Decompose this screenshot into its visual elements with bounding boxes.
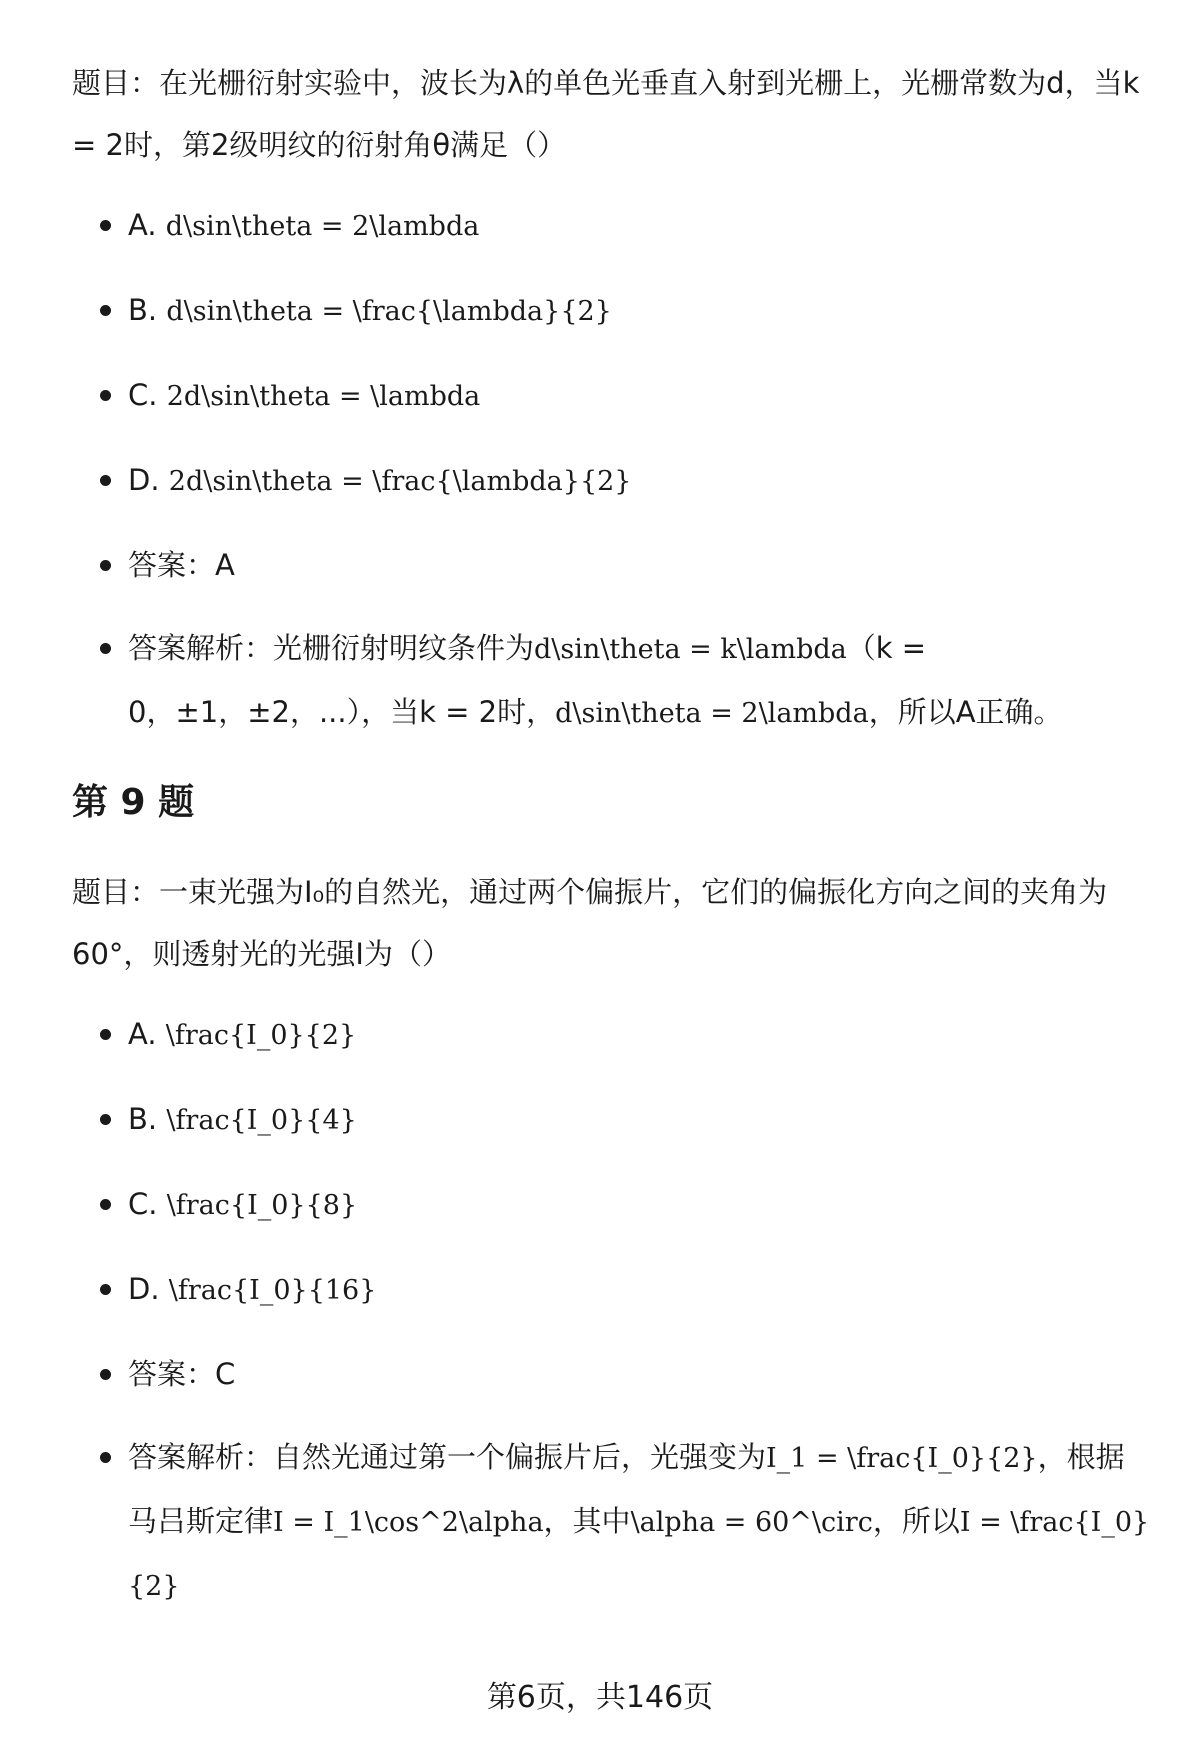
bullet-icon [100, 643, 111, 654]
question-8-option-d [72, 449, 1152, 513]
option-formula: 2d\sin\theta = \frac{\lambda}{2} [168, 466, 632, 497]
option-label: B. [128, 293, 167, 327]
question-9-answer [72, 1343, 1152, 1405]
question-8-answer [72, 534, 1152, 596]
question-8-option-a [72, 194, 1152, 258]
explanation-formula: I_1 = \frac{I_0}{2} [766, 1443, 1038, 1474]
question-9-stem: 题目：一束光强为I₀的自然光，通过两个偏振片，它们的偏振化方向之间的夹角为60°，则透射光的光强I为（） [72, 875, 1108, 971]
question-9-option-a [72, 1003, 1152, 1067]
explanation-formula: d\sin\theta = k\lambda [534, 634, 847, 665]
question-8-explanation [72, 617, 1152, 745]
explanation-text: （k = 0，±1，±2，...），当k = 2时， [128, 631, 927, 729]
option-formula: 2d\sin\theta = \lambda [166, 381, 481, 412]
bullet-icon [100, 560, 111, 571]
explanation-text: ，所以 [872, 1504, 960, 1538]
question-8-stem: 题目：在光栅衍射实验中，波长为λ的单色光垂直入射到光栅上，光栅常数为d，当k = 2时，第2级明纹的衍射角θ满足（） [72, 66, 1140, 162]
bullet-icon [100, 305, 111, 316]
document-page [72, 52, 1152, 1618]
question-9-option-c [72, 1173, 1152, 1237]
explanation-formula: \alpha = 60^\circ [630, 1507, 873, 1538]
option-label: C. [128, 1187, 167, 1221]
page-footer: 第6页，共146页 [486, 1680, 714, 1715]
explanation-formula: d\sin\theta = 2\lambda [555, 698, 869, 729]
question-9-option-d [72, 1258, 1152, 1322]
option-formula: \frac{I_0}{2} [165, 1020, 357, 1051]
option-label: D. [128, 1272, 169, 1306]
option-formula: d\sin\theta = \frac{\lambda}{2} [166, 296, 612, 327]
option-label: A. [128, 1017, 166, 1051]
bullet-icon [100, 1199, 111, 1210]
explanation-text: ，根据马吕斯定律 [128, 1440, 1125, 1538]
option-label: B. [128, 1102, 167, 1136]
answer-text: 答案：C [128, 1357, 236, 1391]
bullet-icon [100, 390, 111, 401]
option-label: D. [128, 463, 169, 497]
bullet-icon [100, 1369, 111, 1380]
question-8-list [72, 194, 1152, 745]
question-8-option-c [72, 364, 1152, 428]
explanation-text: ，其中 [543, 1504, 631, 1538]
answer-text: 答案：A [128, 548, 235, 582]
explanation-text: 答案解析：光栅衍射明纹条件为 [128, 631, 535, 665]
question-9-heading: 第 9 题 [72, 782, 195, 823]
explanation-formula: I = \frac{I_0}{2} [128, 1507, 1150, 1602]
bullet-icon [100, 1284, 111, 1295]
option-formula: \frac{I_0}{4} [166, 1105, 357, 1136]
option-label: C. [128, 378, 167, 412]
bullet-icon [100, 1452, 111, 1463]
option-label: A. [128, 208, 166, 242]
explanation-formula: I = I_1\cos^2\alpha [273, 1507, 544, 1538]
option-formula: \frac{I_0}{8} [166, 1190, 358, 1221]
option-formula: d\sin\theta = 2\lambda [165, 211, 480, 242]
bullet-icon [100, 1114, 111, 1125]
question-9-explanation [72, 1426, 1152, 1618]
bullet-icon [100, 220, 111, 231]
bullet-icon [100, 475, 111, 486]
explanation-text: 答案解析：自然光通过第一个偏振片后，光强变为 [128, 1440, 767, 1474]
question-9-option-b [72, 1088, 1152, 1152]
question-8-option-b [72, 279, 1152, 343]
bullet-icon [100, 1029, 111, 1040]
option-formula: \frac{I_0}{16} [168, 1275, 377, 1306]
question-9-list [72, 1003, 1152, 1618]
explanation-text: ，所以A正确。 [868, 695, 1063, 729]
